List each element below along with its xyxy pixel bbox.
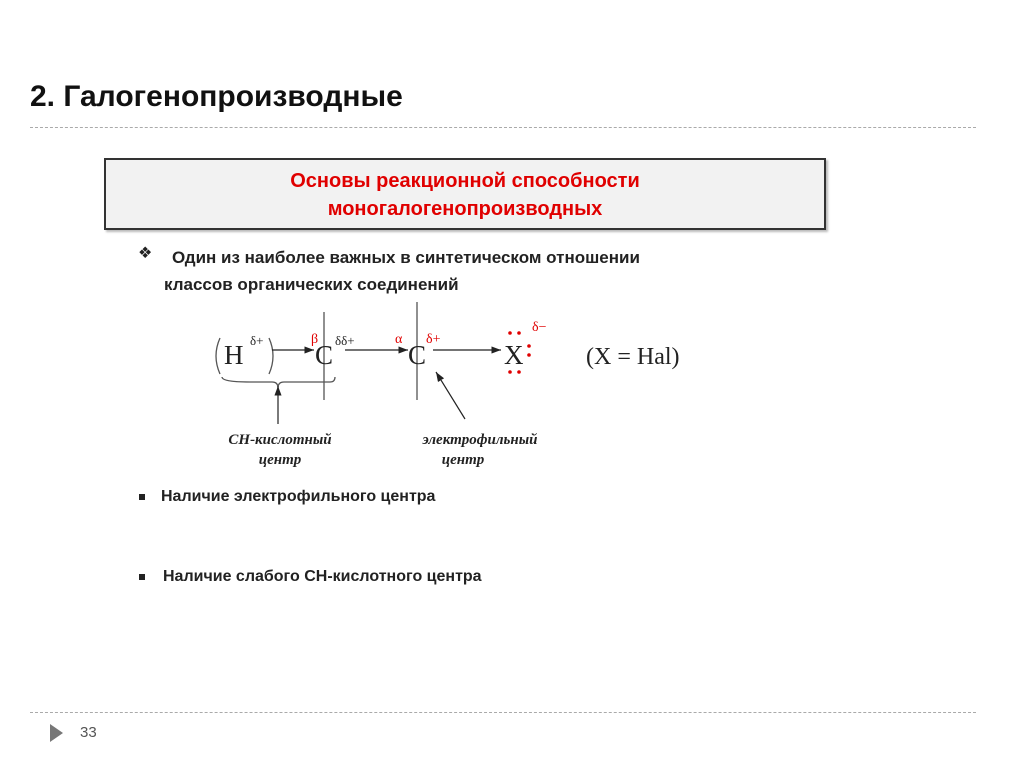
heading-line-1: Основы реакционной способности xyxy=(290,170,640,192)
atom-c1: C xyxy=(315,340,334,370)
beta-label: β xyxy=(311,332,319,347)
electrophilic-label-2: центр xyxy=(441,452,485,468)
x-equals-hal: (X = Hal) xyxy=(586,344,680,370)
paren-left xyxy=(216,338,220,374)
charge-c1: δδ+ xyxy=(335,333,355,348)
arrow-electrophilic-center xyxy=(436,372,465,419)
atom-x: X xyxy=(504,340,524,370)
square-bullet-icon xyxy=(139,494,145,500)
heading-line-2: моногалогенопроизводных xyxy=(327,198,603,220)
bullet-2: Наличие электрофильного центра xyxy=(161,488,436,505)
charge-h: δ+ xyxy=(250,333,264,348)
electrophilic-label: электрофильный xyxy=(422,432,538,448)
ch-acid-label: СН-кислотный xyxy=(228,432,332,448)
slide-title: 2. Галогенопроизводные xyxy=(30,80,403,113)
footer-divider xyxy=(30,712,976,713)
square-bullet-icon xyxy=(139,574,145,580)
diamond-bullet-icon: ❖ xyxy=(138,245,153,262)
bullet-1-line-2: классов органических соединений xyxy=(164,275,459,294)
paren-right xyxy=(269,338,273,374)
alpha-label: α xyxy=(395,332,403,347)
next-slide-triangle-icon xyxy=(50,724,63,742)
charge-x: δ− xyxy=(532,320,547,335)
bullet-1-line-1: Один из наиболее важных в синтетическом отношении xyxy=(172,248,640,267)
bullet-3: Наличие слабого СН-кислотного центра xyxy=(163,568,482,585)
page-number: 33 xyxy=(80,724,97,741)
atom-c2: C xyxy=(408,340,427,370)
ch-acid-label-2: центр xyxy=(258,452,302,468)
charge-c2: δ+ xyxy=(426,332,441,347)
atom-h: H xyxy=(224,340,244,370)
